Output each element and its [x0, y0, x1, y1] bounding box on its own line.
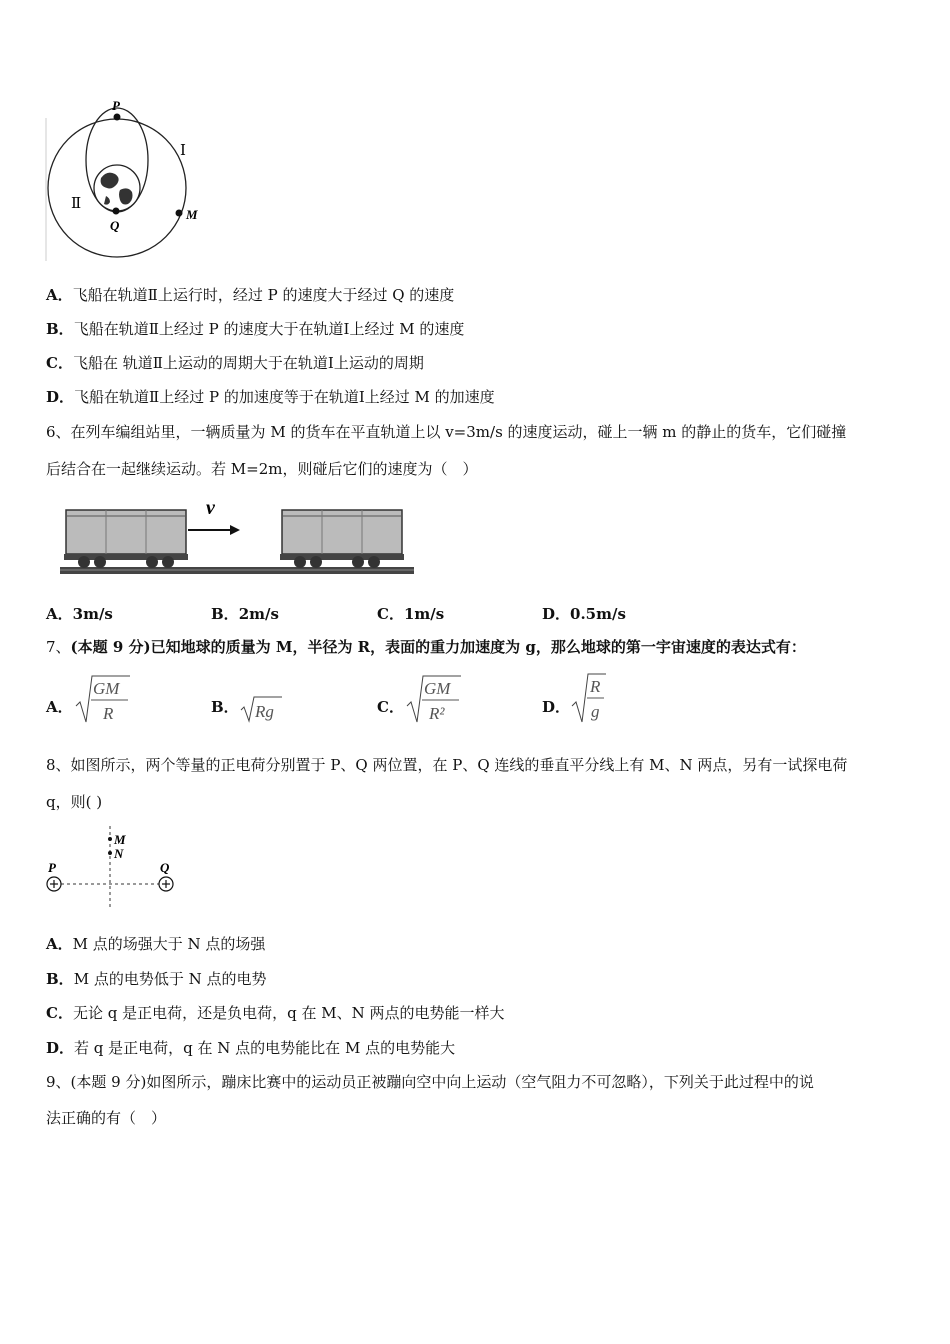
- q8-option-a: A．M 点的场强大于 N 点的场强: [46, 935, 266, 953]
- q5-option-b: B．飞船在轨道Ⅱ上经过 P 的速度大于在轨道Ⅰ上经过 M 的速度: [46, 320, 465, 338]
- orbit-label-q: Q: [110, 218, 120, 233]
- positive-charge-q-icon: [159, 877, 173, 891]
- q6-option-b: B．2m/s: [211, 605, 279, 623]
- freight-car-static-icon: [280, 510, 404, 568]
- q9-stem-line1: 9、(本题 9 分)如图所示，蹦床比赛中的运动员正被蹦向空中向上运动（空气阻力不可忽略），下列关于此过程中的说: [46, 1073, 814, 1091]
- q7-b-expr: Rg: [255, 702, 274, 721]
- orbit-label-ii: Ⅱ: [71, 196, 82, 212]
- q5-option-a: A．飞船在轨道Ⅱ上运行时，经过 P 的速度大于经过 Q 的速度: [46, 286, 455, 304]
- orbit-label-p: P: [112, 98, 120, 113]
- q7-option-d-key: D．: [542, 698, 571, 716]
- orbit-label-i: Ⅰ: [180, 143, 186, 159]
- q8-stem-line1: 8、如图所示，两个等量的正电荷分别置于 P、Q 两位置，在 P、Q 连线的垂直平分线上有 M、N 两点，另有一试探电荷: [46, 756, 848, 774]
- charge-label-n: N: [114, 846, 124, 861]
- q7-d-numerator: R: [590, 677, 601, 696]
- q7-c-numerator: GM: [424, 679, 451, 698]
- q6-option-a: A．3m/s: [46, 605, 113, 623]
- q7-a-numerator: GM: [93, 679, 120, 698]
- q6-stem-line1: 6、在列车编组站里，一辆质量为 M 的货车在平直轨道上以 v=3m/s 的速度运动，碰上一辆 m 的静止的货车，它们碰撞: [46, 423, 847, 441]
- q7-option-a-formula: [74, 672, 134, 726]
- q6-stem-line2: 后结合在一起继续运动。若 M=2m，则碰后它们的速度为（ ）: [46, 460, 478, 478]
- freight-car-moving-icon: [64, 510, 188, 568]
- charge-label-p: P: [48, 860, 56, 875]
- q8-option-b: B．M 点的电势低于 N 点的电势: [46, 970, 267, 988]
- charges-figure: [44, 822, 184, 912]
- earth-icon: [94, 165, 140, 211]
- q7-c-denominator: R²: [429, 704, 445, 723]
- q9-stem-line2: 法正确的有（ ）: [46, 1109, 167, 1127]
- q7-a-denominator: R: [103, 704, 114, 723]
- q6-option-d: D．0.5m/s: [542, 605, 626, 623]
- orbit-figure: [44, 98, 214, 263]
- q5-option-d: D．飞船在轨道Ⅱ上经过 P 的加速度等于在轨道Ⅰ上经过 M 的加速度: [46, 388, 495, 406]
- q7-d-denominator: g: [591, 702, 600, 721]
- velocity-label: v: [206, 497, 215, 519]
- q7-option-c-formula: [405, 672, 465, 726]
- q7-option-c-key: C．: [377, 698, 404, 716]
- q7-option-d-formula: [570, 670, 610, 726]
- q8-option-d: D．若 q 是正电荷，q 在 N 点的电势能比在 M 点的电势能大: [46, 1039, 456, 1057]
- charge-label-m: M: [114, 832, 126, 847]
- q8-option-c: C．无论 q 是正电荷，还是负电荷，q 在 M、N 两点的电势能一样大: [46, 1004, 505, 1022]
- orbit-label-m: M: [186, 207, 198, 222]
- q7-option-b-key: B．: [211, 698, 239, 716]
- q6-option-c: C．1m/s: [377, 605, 445, 623]
- charge-label-q: Q: [160, 860, 170, 875]
- q7-option-a-key: A．: [46, 698, 73, 716]
- positive-charge-p-icon: [47, 877, 61, 891]
- q5-option-c: C．飞船在 轨道Ⅱ上运动的周期大于在轨道Ⅰ上运动的周期: [46, 354, 424, 372]
- q7-stem: 7、(本题 9 分)已知地球的质量为 M，半径为 R，表面的重力加速度为 g，那么地球的第一宇宙速度的表达式有：: [46, 638, 806, 656]
- train-cars-figure: [60, 492, 416, 580]
- q8-stem-line2: q，则( ): [46, 793, 103, 811]
- q7-option-b-formula: [240, 694, 284, 724]
